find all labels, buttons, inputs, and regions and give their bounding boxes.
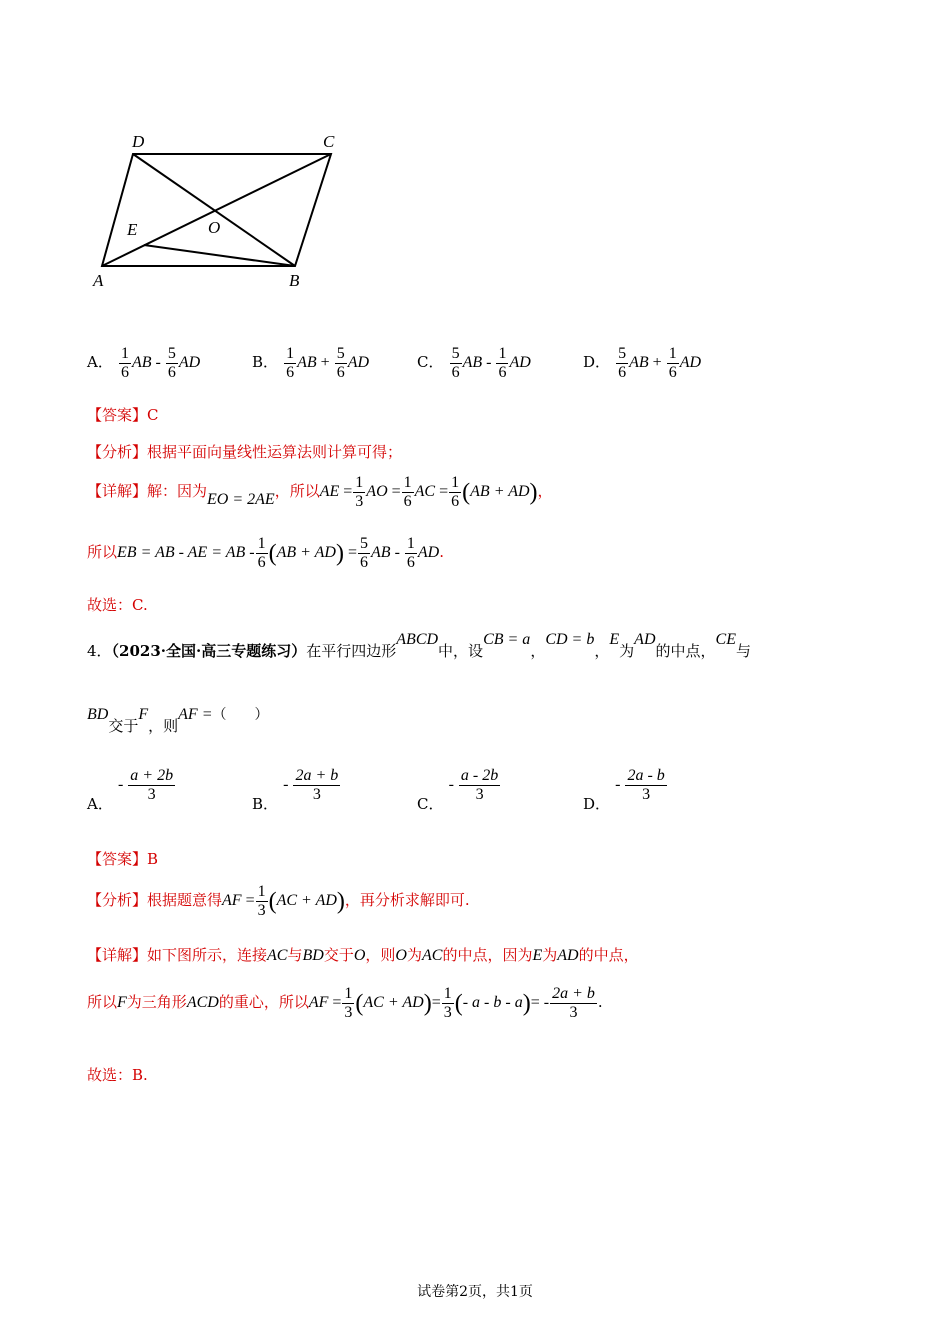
- frac-den: 3: [355, 493, 364, 510]
- frac-num: 5: [167, 345, 176, 362]
- analysis-text: 根据题意得: [147, 891, 223, 910]
- detail-text: 为: [406, 946, 422, 964]
- operator: -: [486, 354, 492, 372]
- answer-tag: 【答案】: [87, 406, 148, 424]
- label-c: C: [323, 132, 335, 151]
- equals: =: [391, 483, 401, 501]
- detail-text: 的中点，因为: [442, 946, 533, 964]
- equals: =: [332, 994, 342, 1012]
- q4-stem-line2: [87, 706, 269, 737]
- stem-text: 的中点，: [655, 642, 716, 660]
- label-o: O: [208, 218, 221, 237]
- vector: EB: [117, 544, 137, 562]
- label-d: D: [132, 132, 145, 151]
- stem-text: 与: [735, 642, 751, 660]
- detail-tag: 【详解】: [87, 482, 148, 501]
- math-bd: BD: [302, 947, 324, 964]
- stem-text: 交于: [108, 717, 139, 735]
- vector-sum: AB + AD: [276, 544, 336, 562]
- frac-num: 2a - b: [627, 767, 665, 784]
- vector: AD: [347, 354, 370, 372]
- detail-text: 为三角形: [126, 993, 187, 1012]
- frac-den: 6: [618, 364, 627, 381]
- math-f: F: [117, 994, 127, 1012]
- math-cb: CB = a: [483, 631, 531, 648]
- q4-choose: 故选：B.: [87, 1066, 148, 1084]
- punctuation: .: [597, 993, 603, 1012]
- frac-den: 3: [257, 902, 266, 919]
- frac-den: 3: [147, 786, 156, 803]
- sign: -: [117, 776, 124, 794]
- expression: = AB - AE = AB -: [140, 544, 255, 562]
- frac-num: 1: [451, 474, 460, 491]
- frac-num: 2a + b: [295, 767, 339, 784]
- q4-option-a[interactable]: [87, 767, 176, 814]
- vector: AB: [462, 354, 483, 372]
- answer-value: C: [147, 406, 159, 424]
- math-e: E: [609, 631, 620, 648]
- segment-eb: [144, 245, 295, 266]
- eo-equation: EO = 2AE: [207, 491, 275, 509]
- q3-answer: [87, 405, 159, 425]
- sign: -: [615, 776, 621, 794]
- frac-den: 6: [286, 364, 295, 381]
- diagonal-ac: [102, 154, 331, 266]
- equals: =: [439, 483, 449, 501]
- sign: -: [283, 776, 289, 794]
- frac-num: 1: [443, 985, 452, 1002]
- frac-num: 1: [406, 535, 415, 552]
- operator: -: [155, 354, 161, 372]
- label-b: B: [289, 271, 300, 290]
- frac-num: 1: [286, 345, 295, 362]
- option-letter: B．: [252, 353, 279, 372]
- stem-text: ，: [594, 642, 610, 660]
- frac-den: 6: [360, 554, 369, 571]
- frac-num: 1: [668, 345, 677, 362]
- punctuation: .: [439, 543, 444, 562]
- q4-analysis: 【分析】根据题意得AF = $\frac{1}{3}$ (AC + AD)，再分析求解即可.: [87, 883, 470, 919]
- q4-option-c[interactable]: [417, 767, 501, 814]
- frac-den: 6: [451, 364, 460, 381]
- vector: AD: [178, 354, 201, 372]
- q4-detail-line1: [87, 945, 639, 966]
- frac-den: 3: [443, 1004, 452, 1021]
- operator: +: [320, 354, 330, 372]
- frac-den: 6: [668, 364, 677, 381]
- frac-num: 1: [355, 474, 364, 491]
- frac-num: 1: [120, 345, 129, 362]
- frac-den: 6: [120, 364, 129, 381]
- frac-num: 1: [498, 345, 507, 362]
- detail-text: 所以: [87, 993, 118, 1012]
- detail-text: 与: [287, 946, 303, 964]
- frac-num: 1: [344, 985, 353, 1002]
- frac-den: 6: [498, 364, 507, 381]
- math-cd: CD = b: [545, 631, 595, 648]
- stem-text: 为: [619, 642, 635, 660]
- frac-num: a + 2b: [130, 767, 174, 784]
- answer-value: B: [147, 850, 159, 868]
- stem-text: ，则: [148, 717, 179, 735]
- math-ac: AC: [422, 947, 443, 964]
- option-letter: C．: [417, 353, 444, 372]
- stem-text: 中，设: [438, 642, 484, 660]
- q3-choose: 故选：C.: [87, 596, 148, 614]
- answer-tag: 【答案】: [87, 850, 148, 868]
- math-acd: ACD: [186, 994, 219, 1012]
- frac-num: 1: [403, 474, 412, 491]
- stem-text: ，: [530, 642, 546, 660]
- q3-option-c[interactable]: [417, 345, 531, 382]
- frac-den: 6: [406, 554, 415, 571]
- q3-option-b[interactable]: [252, 345, 369, 382]
- equals: =: [343, 483, 353, 501]
- q4-detail-line2: 所以F为三角形ACD的重心，所以AF = $\frac{1}{3}$ (AC + AD)= $\frac{1}{3}$ (- a - b - a)= - $\frac{2a + b}{3}$ .: [87, 985, 603, 1021]
- punctuation: ，: [537, 482, 553, 501]
- math-abcd: ABCD: [396, 631, 439, 648]
- option-letter: D．: [583, 353, 611, 372]
- q3-detail-line2: 所以EB = AB - AE = AB - $\frac{1}{6}$ (AB + AD) = $\frac{5}{6}$ AB - $\frac{1}{6}$ AD.: [87, 535, 444, 571]
- frac-den: 3: [475, 786, 484, 803]
- q3-detail-line1: 【详解】解：因为EO = 2AE，所以AE = $\frac{1}{3}$ AO = $\frac{1}{6}$ AC = $\frac{1}{6}$ (AB + AD)，: [87, 474, 553, 510]
- frac-den: 6: [403, 493, 412, 510]
- question-number: 4．: [87, 642, 112, 660]
- equals: =: [431, 994, 441, 1012]
- q3-analysis: [87, 442, 402, 462]
- frac-den: 3: [312, 786, 321, 803]
- detail-text: 的重心，所以: [218, 993, 309, 1012]
- math-ad: AD: [557, 947, 579, 964]
- vector: AF: [222, 892, 242, 910]
- math-ad: AD: [634, 631, 656, 648]
- math-o: O: [353, 947, 366, 964]
- frac-num: 5: [360, 535, 369, 552]
- diagonal-bd: [133, 154, 295, 266]
- vector: AE: [319, 483, 340, 501]
- equals: = -: [530, 994, 550, 1012]
- question-source: （2023·全国·高三专题练习）: [111, 642, 307, 660]
- detail-text: 如下图所示，连接: [147, 946, 268, 964]
- expression: AB -: [371, 544, 400, 562]
- math-ac: AC: [267, 947, 288, 964]
- vector: AO: [366, 483, 388, 501]
- math-bd: BD: [87, 706, 109, 723]
- page-footer: 试卷第2页，共1页: [417, 1284, 533, 1300]
- math-af: AF =: [178, 706, 213, 723]
- detail-text: ，则: [365, 946, 396, 964]
- vector-sum: AC + AD: [276, 892, 337, 910]
- vector: AB: [629, 354, 649, 372]
- vector: AF: [308, 994, 329, 1012]
- sign: -: [448, 776, 454, 794]
- q4-stem-line1: [87, 631, 751, 662]
- analysis-text: 根据平面向量线性运算法则计算可得；: [147, 443, 403, 461]
- option-letter: B．: [252, 795, 279, 814]
- detail-text: ，所以: [274, 482, 320, 501]
- math-e: E: [532, 947, 543, 964]
- detail-text: 的中点，: [578, 946, 639, 964]
- vector: AB: [297, 354, 317, 372]
- q4-option-d[interactable]: [583, 767, 668, 814]
- frac-den: 6: [257, 554, 266, 571]
- label-e: E: [127, 220, 138, 239]
- vector-sum: - a - b - a: [462, 994, 523, 1012]
- vector-sum: AC + AD: [363, 994, 424, 1012]
- frac-den: 6: [336, 364, 345, 381]
- detail-text: 所以: [87, 543, 118, 562]
- frac-den: 6: [451, 493, 460, 510]
- operator: +: [652, 354, 662, 372]
- option-letter: A．: [87, 795, 113, 814]
- q3-option-d[interactable]: [583, 345, 701, 382]
- vector: AD: [417, 544, 440, 562]
- frac-den: 3: [569, 1004, 578, 1021]
- math-o: O: [395, 947, 407, 964]
- frac-den: 6: [167, 364, 176, 381]
- frac-num: 5: [336, 345, 345, 362]
- option-letter: D．: [583, 795, 611, 814]
- option-letter: C．: [417, 795, 444, 814]
- frac-den: 3: [344, 1004, 353, 1021]
- frac-num: 5: [451, 345, 460, 362]
- detail-text: 解：因为: [147, 482, 208, 501]
- label-a: A: [93, 271, 104, 290]
- frac-den: 3: [642, 786, 651, 803]
- q4-answer: [87, 849, 158, 869]
- q4-option-b[interactable]: [252, 767, 341, 814]
- vector-sum: AB + AD: [470, 483, 530, 501]
- detail-tag: 【详解】: [87, 946, 148, 964]
- q3-option-a[interactable]: [87, 345, 200, 382]
- math-f: F: [138, 706, 149, 723]
- stem-text: 在平行四边形: [306, 642, 397, 660]
- analysis-text: ，再分析求解即可.: [344, 891, 470, 910]
- frac-num: 5: [618, 345, 627, 362]
- frac-num: 1: [257, 883, 266, 900]
- frac-num: 2a + b: [552, 985, 595, 1002]
- answer-blank: （ ）: [212, 707, 269, 723]
- vector: AD: [679, 354, 702, 372]
- vector: AC: [414, 483, 436, 501]
- vector: AB: [131, 354, 152, 372]
- analysis-tag: 【分析】: [87, 891, 148, 910]
- vector: AD: [509, 354, 531, 372]
- detail-text: 为: [542, 946, 558, 964]
- equals: =: [245, 892, 255, 910]
- detail-text: 交于: [323, 946, 354, 964]
- option-letter: A．: [87, 353, 113, 372]
- frac-num: 1: [257, 535, 266, 552]
- analysis-tag: 【分析】: [87, 443, 148, 461]
- parallelogram-figure: [80, 125, 360, 295]
- math-ce: CE: [715, 631, 736, 648]
- frac-num: a - 2b: [460, 767, 499, 784]
